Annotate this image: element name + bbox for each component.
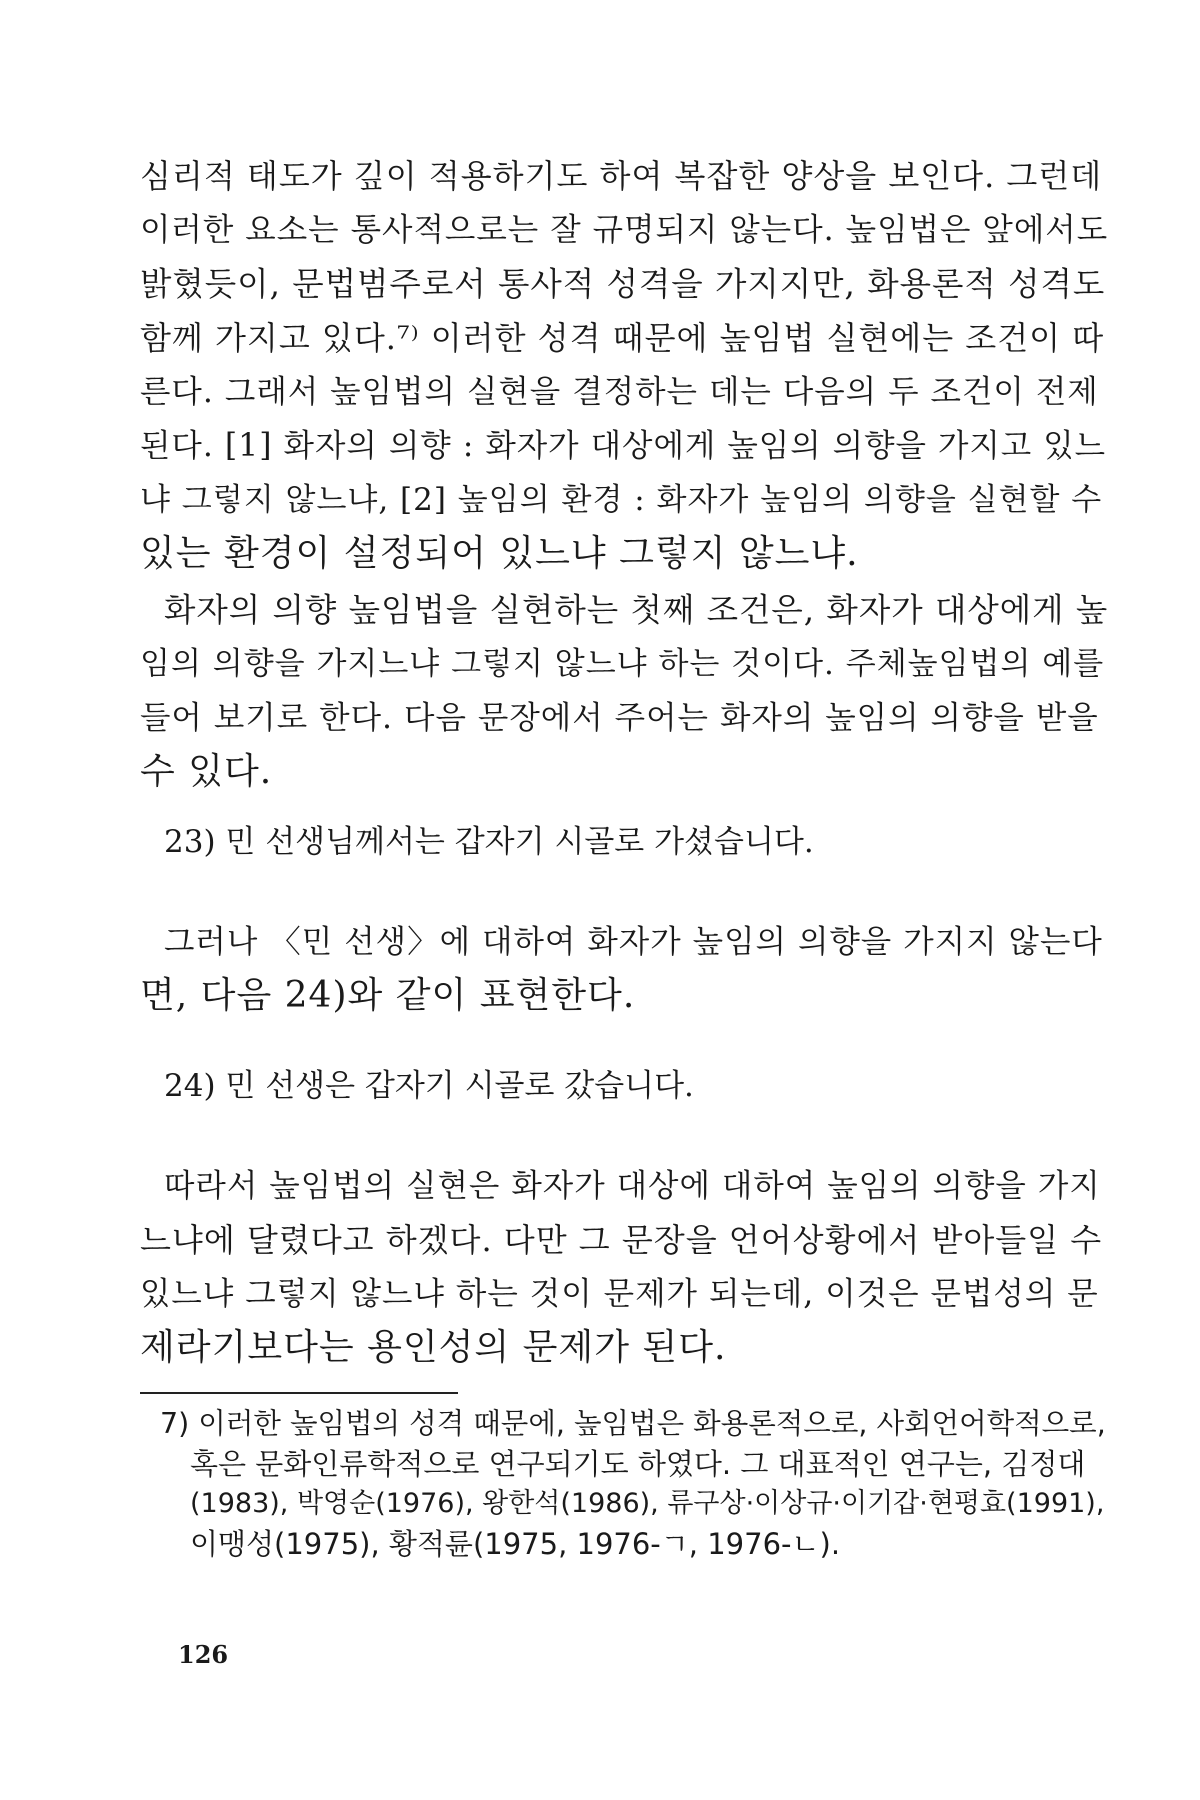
- paragraph-4-line-2: 느냐에 달렸다고 하겠다. 다만 그 문장을 언어상황에서 받아들일 수: [140, 1221, 1103, 1259]
- example-23: 23) 민 선생님께서는 갑자기 시골로 가셨습니다.: [164, 824, 814, 860]
- paragraph-2-line-4: 수 있다.: [140, 751, 273, 792]
- page-number: 126: [178, 1640, 229, 1669]
- paragraph-1-line-3: 밝혔듯이, 문법범주로서 통사적 성격을 가지지만, 화용론적 성격도: [140, 265, 1106, 303]
- paragraph-1-line-2: 이러한 요소는 통사적으로는 잘 규명되지 않는다. 높임법은 앞에서도: [140, 212, 1109, 248]
- paragraph-4-line-4: 제라기보다는 용인성의 문제가 된다.: [140, 1327, 727, 1368]
- paragraph-1-line-4: 함께 가지고 있다.⁷⁾ 이러한 성격 때문에 높임법 실현에는 조건이 따: [140, 319, 1105, 357]
- paragraph-2-line-2: 임의 의향을 가지느냐 그렇지 않느냐 하는 것이다. 주체높임법의 예를: [140, 646, 1105, 682]
- footnote-line-3: (1983), 박영순(1976), 왕한석(1986), 류구상·이상규·이기갑·현평효(1991),: [190, 1488, 1105, 1519]
- footnote-line-1: 7) 이러한 높임법의 성격 때문에, 높임법은 화용론적으로, 사회언어학적으로,: [160, 1407, 1106, 1440]
- example-24: 24) 민 선생은 갑자기 시골로 갔습니다.: [164, 1068, 694, 1104]
- paragraph-1-line-1: 심리적 태도가 깊이 적용하기도 하여 복잡한 양상을 보인다. 그런데: [140, 157, 1103, 195]
- paragraph-1-line-8: 있는 환경이 설정되어 있느냐 그렇지 않느냐.: [140, 533, 859, 574]
- footnote-divider: [140, 1392, 458, 1394]
- paragraph-1-line-7: 냐 그렇지 않느냐, [2] 높임의 환경 : 화자가 높임의 의향을 실현할 수: [140, 482, 1103, 518]
- paragraph-4-line-1: 따라서 높임법의 실현은 화자가 대상에 대하여 높임의 의향을 가지: [164, 1168, 1101, 1204]
- paragraph-3-line-2: 면, 다음 24)와 같이 표현한다.: [140, 975, 636, 1016]
- paragraph-4-line-3: 있느냐 그렇지 않느냐 하는 것이 문제가 되는데, 이것은 문법성의 문: [140, 1276, 1099, 1312]
- paragraph-1-line-5: 른다. 그래서 높임법의 실현을 결정하는 데는 다음의 두 조건이 전제: [140, 374, 1099, 410]
- footnote-line-2: 혹은 문화인류학적으로 연구되기도 하였다. 그 대표적인 연구는, 김정대: [190, 1447, 1086, 1481]
- paragraph-2-line-1: 화자의 의향 높임법을 실현하는 첫째 조건은, 화자가 대상에게 높: [164, 591, 1109, 629]
- paragraph-2-line-3: 들어 보기로 한다. 다음 문장에서 주어는 화자의 높임의 의향을 받을: [140, 700, 1099, 736]
- footnote-line-4: 이맹성(1975), 황적륜(1975, 1976-ㄱ, 1976-ㄴ).: [190, 1527, 841, 1561]
- paragraph-3-line-1: 그러나 〈민 선생〉에 대하여 화자가 높임의 의향을 가지지 않는다: [164, 924, 1103, 960]
- paragraph-1-line-6: 된다. [1] 화자의 의향 : 화자가 대상에게 높임의 의향을 가지고 있느: [140, 428, 1107, 464]
